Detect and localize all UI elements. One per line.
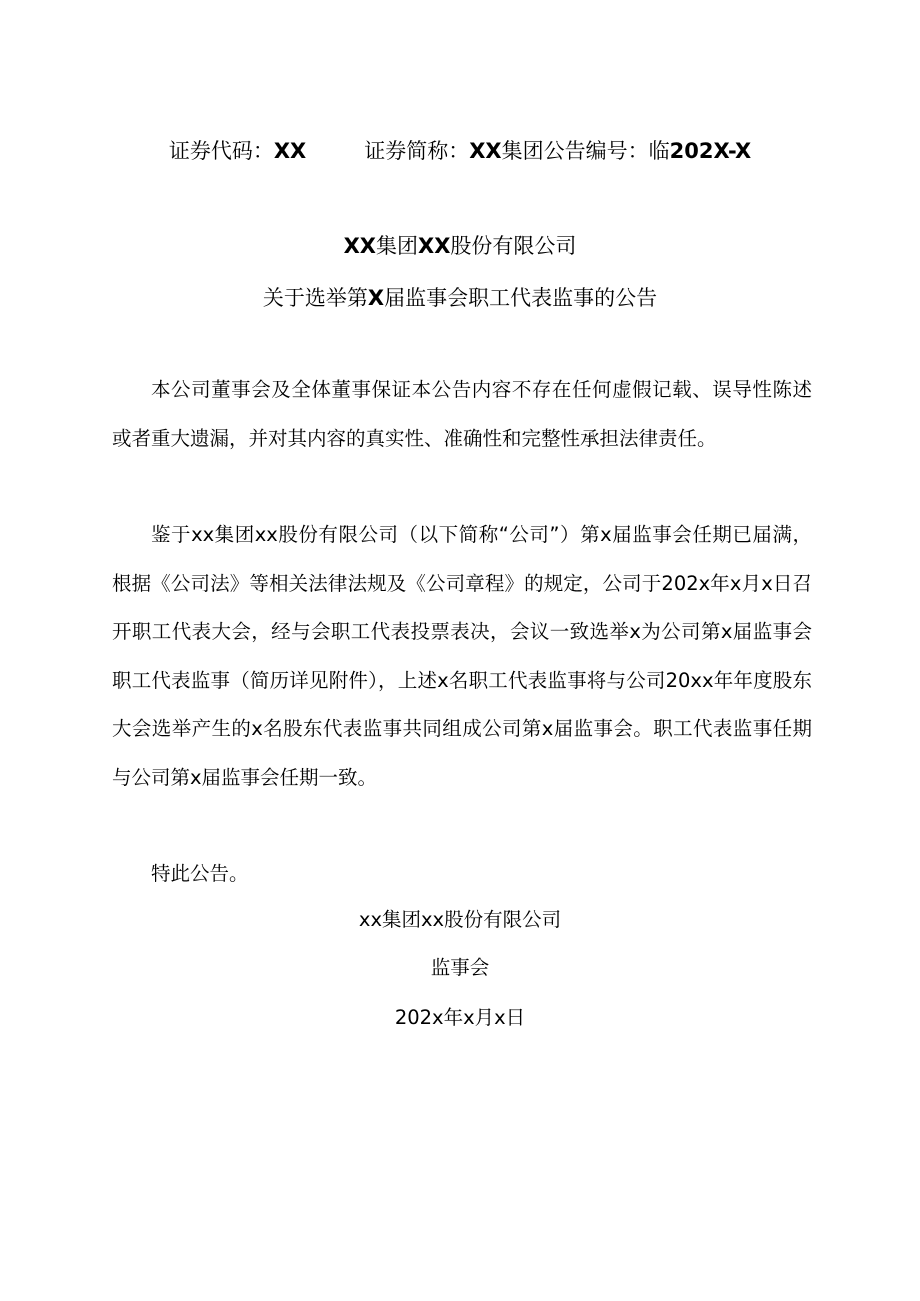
company-title-part: XX — [418, 234, 451, 258]
announcement-title-part: 届监事会职工代表监事的公告 — [384, 286, 658, 310]
securities-code-value: XX — [273, 139, 307, 163]
securities-header — [0, 136, 920, 166]
notice-number-label: 集团公告编号：临 — [501, 139, 670, 163]
company-title — [0, 231, 920, 261]
announcement-title-part: 关于选举第 — [262, 286, 368, 310]
announcement-title-part: X — [367, 286, 385, 310]
company-title-part: 股份有限公司 — [450, 234, 577, 258]
signature-date: 202x年x月x日 — [394, 1006, 526, 1029]
securities-abbr-label: 证券简称： — [364, 139, 470, 163]
securities-abbr-value: XX — [469, 139, 502, 163]
securities-code-label: 证券代码： — [168, 139, 274, 163]
announcement-title — [0, 283, 920, 313]
signature-company: xx集团xx股份有限公司 — [358, 908, 562, 931]
body-paragraph-closing: 特此公告。 — [151, 862, 249, 885]
company-title-part: 集团 — [376, 234, 418, 258]
body-paragraph-main: 鉴于xx集团xx股份有限公司（以下简称“公司”）第x届监事会任期已届满，根据《公司法》等相关法律法规及《公司章程》的规定，公司于202x年x月x日召开职工代表大会，经与会职工代表投票表决，会议一致选举x为公司第x届监事会职工代表监事（简历详见附件），上述x名职工代表监事将与公司20xx年年度股东大会选举产生的x名股东代表监事共同组成公司第x届监事会。职工代表监事任期与公司第x届监事会任期一致。 — [112, 523, 812, 789]
body-paragraph-disclaimer: 本公司董事会及全体董事保证本公告内容不存在任何虚假记载、误导性陈述或者重大遗漏，并对其内容的真实性、准确性和完整性承担法律责任。 — [112, 378, 812, 450]
signature-department: 监事会 — [430, 956, 490, 979]
company-title-part: XX — [343, 234, 376, 258]
notice-number-value: 202X-X — [669, 139, 752, 163]
